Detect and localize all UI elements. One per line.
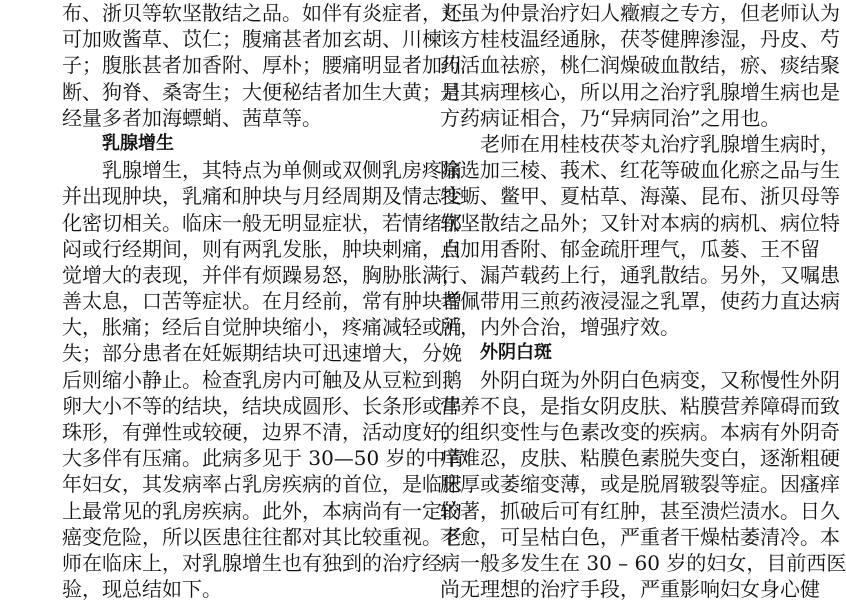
text-line: 者佩带用三煎药液浸湿之乳罩，使药力直达病 bbox=[440, 289, 840, 314]
text-line: 不愈，可呈枯白色，严重者干燥枯萎清冷。本 bbox=[440, 524, 840, 549]
text-line: 卵大小不等的结块，结块成圆形、长条形或串 bbox=[62, 393, 462, 418]
section-heading: 外阴白斑 bbox=[480, 342, 552, 364]
text-line: 方药病证相合，乃“异病同治”之用也。 bbox=[440, 105, 781, 130]
text-line: 大，胀痛；经后自觉肿块缩小，疼痛减轻或消 bbox=[62, 315, 462, 340]
text-line: 牡蛎、鳖甲、夏枯草、海藻、昆布、浙贝母等 bbox=[440, 184, 840, 209]
text-line: 后则缩小静止。检查乳房内可触及从豆粒到鹅 bbox=[62, 367, 462, 392]
text-line: 癌变危险，所以医患往往都对其比较重视。老 bbox=[62, 524, 462, 549]
text-line: 善太息，口苦等症状。在月经前，常有肿块增 bbox=[62, 289, 462, 314]
text-line: 是其病理核心，所以用之治疗乳腺增生病也是 bbox=[440, 79, 840, 104]
text-line: 闷或行经期间，则有两乳发胀，肿块刺痛，自 bbox=[62, 236, 462, 261]
text-line: 所，内外合治，增强疗效。 bbox=[440, 315, 680, 340]
text-line: 乳腺增生，其特点为单侧或双侧乳房疼痛 bbox=[102, 158, 462, 183]
text-line: 该方桂枝温经通脉，茯苓健脾渗湿，丹皮、芍 bbox=[440, 27, 840, 52]
paragraph bbox=[440, 0, 840, 131]
text-line: 珠形，有弹性或较硬，边界不清，活动度好， bbox=[62, 420, 462, 444]
text-line: 年妇女，其发病率占乳房疾病的首位，是临床 bbox=[62, 472, 462, 497]
text-line: 验，现总结如下。 bbox=[62, 577, 222, 602]
text-line: 师在临床上，对乳腺增生也有独到的治疗经 bbox=[62, 550, 442, 575]
right-column bbox=[440, 0, 846, 602]
paragraph bbox=[62, 157, 466, 602]
text-line: 布、浙贝等软坚散结之品。如伴有炎症者，还 bbox=[62, 1, 462, 25]
text-line: 并出现肿块，乳痛和肿块与月经周期及情志变 bbox=[62, 184, 462, 209]
text-line: 行、漏芦载药上行，通乳散结。另外，又嘱患 bbox=[440, 262, 840, 287]
text-line: 肥厚或萎缩变薄，或是脱屑皲裂等症。因瘙痒 bbox=[440, 472, 840, 497]
paragraph bbox=[62, 0, 462, 131]
text-line: 大多伴有压痛。此病多见于 30—50 岁的中青 bbox=[62, 446, 466, 471]
text-line: 药活血祛瘀，桃仁润燥破血散结，瘀、痰结聚 bbox=[440, 53, 840, 78]
text-line: 外阴白斑为外阴白色病变，又称慢性外阴 bbox=[480, 367, 840, 392]
text-line: 上最常见的乳房疾病。此外，本病尚有一定的 bbox=[62, 498, 462, 523]
text-line: 点加用香附、郁金疏肝理气，瓜蒌、王不留 bbox=[440, 236, 820, 261]
text-line: 子；腹胀甚者加香附、厚朴；腰痛明显者加川 bbox=[62, 53, 462, 78]
text-line: 断、狗脊、桑寄生；大便秘结者加生大黄；月 bbox=[62, 79, 462, 104]
text-line: 除选加三棱、莪术、红花等破血化瘀之品与生 bbox=[440, 158, 840, 183]
text-line: 化密切相关。临床一般无明显症状，若情绪郁 bbox=[62, 210, 462, 235]
paragraph bbox=[440, 131, 840, 341]
text-line: 的组织变性与色素改变的疾病。本病有外阴奇 bbox=[440, 420, 840, 444]
text-line: 觉增大的表现，并伴有烦躁易怒，胸胁胀满， bbox=[62, 262, 462, 287]
text-line: 经量多者加海螵蛸、茜草等。 bbox=[62, 105, 322, 130]
text-line: 较著，抓破后可有红肿，甚至溃烂渍水。日久 bbox=[440, 498, 840, 523]
text-line: 病一般多发生在 30 – 60 岁的妇女，目前西医 bbox=[440, 550, 846, 575]
text-line: 失；部分患者在妊娠期结块可迅速增大，分娩 bbox=[62, 341, 462, 366]
text-line: 可加败酱草、苡仁；腹痛甚者加玄胡、川楝 bbox=[62, 27, 442, 52]
text-line: 老师在用桂枝茯苓丸治疗乳腺增生病时， bbox=[480, 131, 840, 156]
paragraph bbox=[440, 367, 846, 602]
text-line: 营养不良，是指女阴皮肤、粘膜营养障碍而致 bbox=[440, 393, 840, 418]
text-line: 尚无理想的治疗手段，严重影响妇女身心健 bbox=[440, 577, 820, 602]
text-line: 丸虽为仲景治疗妇人癥瘕之专方，但老师认为 bbox=[440, 1, 840, 25]
section-heading: 乳腺增生 bbox=[102, 132, 174, 154]
text-line: 痒难忍，皮肤、粘膜色素脱失变白，逐渐粗硬 bbox=[440, 446, 840, 471]
text-line: 软坚散结之品外；又针对本病的病机、病位特 bbox=[440, 210, 840, 235]
left-column bbox=[62, 0, 466, 602]
